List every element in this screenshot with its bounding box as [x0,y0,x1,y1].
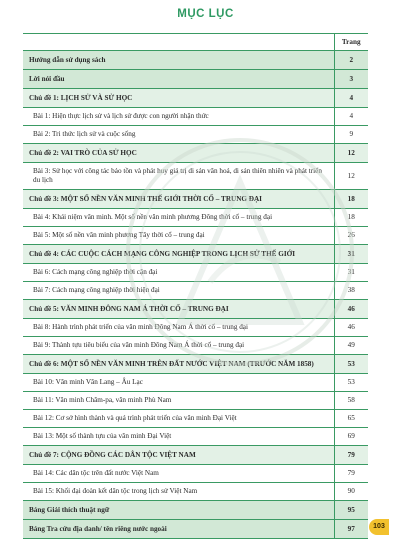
toc-lesson-row [23,337,368,355]
toc-entry-page: 31 [334,264,368,282]
toc-entry-title: Bài 9: Thành tựu tiêu biểu của văn minh Đông Nam Á thời cổ – trung đại [23,337,334,355]
toc-entry-title: Chủ đề 1: LỊCH SỬ VÀ SỬ HỌC [23,89,334,108]
toc-chapter-row [23,355,368,374]
toc-entry-title: Bài 6: Cách mạng công nghiệp thời cận đại [23,264,334,282]
toc-lesson-row [23,282,368,300]
toc-entry-page: 49 [334,337,368,355]
toc-chapter-row [23,300,368,319]
toc-entry-title: Bài 5: Một số nền văn minh phương Tây thời cổ – trung đại [23,227,334,245]
toc-lesson-row [23,227,368,245]
toc-entry-title: Bài 7: Cách mạng công nghiệp thời hiện đại [23,282,334,300]
toc-entry-title: Bài 8: Hành trình phát triển của văn minh Đông Nam Á thời cổ – trung đại [23,319,334,337]
toc-entry-page: 18 [334,209,368,227]
toc-chapter-row [23,245,368,264]
toc-entry-page: 65 [334,410,368,428]
toc-chapter-row [23,89,368,108]
toc-entry-title: Bài 11: Văn minh Chăm-pa, văn minh Phù Nam [23,392,334,410]
toc-entry-page: 9 [334,126,368,144]
toc-lesson-row [23,410,368,428]
toc-header-page: Trang [334,34,368,51]
toc-table [23,33,368,539]
toc-header-title-cell [23,34,334,51]
toc-entry-page: 46 [334,319,368,337]
toc-entry-page: 12 [334,144,368,163]
toc-entry-title: Chủ đề 3: MỘT SỐ NỀN VĂN MINH THẾ GIỚI THỜI CỔ – TRUNG ĐẠI [23,190,334,209]
toc-chapter-row [23,446,368,465]
toc-lesson-row [23,319,368,337]
toc-entry-title: Bài 2: Tri thức lịch sử và cuộc sống [23,126,334,144]
toc-entry-title: Hướng dẫn sử dụng sách [23,51,334,70]
toc-entry-page: 53 [334,355,368,374]
toc-entry-title: Chủ đề 7: CỘNG ĐỒNG CÁC DÂN TỘC VIỆT NAM [23,446,334,465]
toc-entry-title: Bài 1: Hiện thực lịch sử và lịch sử được con người nhận thức [23,108,334,126]
toc-entry-title: Bài 14: Các dân tộc trên đất nước Việt Nam [23,465,334,483]
toc-section-row [23,51,368,70]
toc-entry-title: Bài 10: Văn minh Văn Lang – Âu Lạc [23,374,334,392]
page-title: MỤC LỤC [177,8,234,20]
toc-body [23,51,368,539]
toc-entry-title: Lời nói đầu [23,70,334,89]
toc-entry-title: Bài 15: Khối đại đoàn kết dân tộc trong lịch sử Việt Nam [23,483,334,501]
toc-entry-title: Bảng Tra cứu địa danh/ tên riêng nước ngoài [23,520,334,539]
toc-entry-page: 95 [334,501,368,520]
toc-entry-title: Bài 4: Khái niệm văn minh. Một số nền văn minh phương Đông thời cổ – trung đại [23,209,334,227]
toc-section-row [23,520,368,539]
toc-entry-page: 26 [334,227,368,245]
toc-lesson-row [23,209,368,227]
page-number-badge: 103 [369,519,389,535]
toc-lesson-row [23,108,368,126]
toc-entry-page: 79 [334,446,368,465]
toc-section-row [23,501,368,520]
toc-entry-page: 2 [334,51,368,70]
toc-entry-title: Chủ đề 6: MỘT SỐ NỀN VĂN MINH TRÊN ĐẤT NƯỚC VIỆT NAM (TRƯỚC NĂM 1858) [23,355,334,374]
toc-lesson-row [23,392,368,410]
toc-entry-page: 31 [334,245,368,264]
toc-lesson-row [23,483,368,501]
toc-lesson-row [23,428,368,446]
toc-entry-title: Chủ đề 4: CÁC CUỘC CÁCH MẠNG CÔNG NGHIỆP TRONG LỊCH SỬ THẾ GIỚI [23,245,334,264]
toc-section-row [23,70,368,89]
toc-entry-page: 53 [334,374,368,392]
toc-lesson-row [23,163,368,190]
toc-entry-title: Bài 3: Sử học với công tác bảo tồn và phát huy giá trị di sản văn hoá, di sản thiên nhiên và phát triển du lịch [23,163,334,190]
toc-entry-title: Bài 12: Cơ sở hình thành và quá trình phát triển của văn minh Đại Việt [23,410,334,428]
toc-entry-title: Bài 13: Một số thành tựu của văn minh Đại Việt [23,428,334,446]
toc-entry-page: 46 [334,300,368,319]
toc-entry-title: Chủ đề 2: VAI TRÒ CỦA SỬ HỌC [23,144,334,163]
toc-entry-title: Chủ đề 5: VĂN MINH ĐÔNG NAM Á THỜI CỔ – TRUNG ĐẠI [23,300,334,319]
toc-chapter-row [23,190,368,209]
toc-chapter-row [23,144,368,163]
toc-entry-page: 3 [334,70,368,89]
toc-header-row [23,34,368,51]
toc-lesson-row [23,374,368,392]
toc-entry-page: 58 [334,392,368,410]
toc-lesson-row [23,264,368,282]
toc-lesson-row [23,465,368,483]
toc-entry-page: 18 [334,190,368,209]
toc-entry-page: 90 [334,483,368,501]
toc-entry-page: 4 [334,89,368,108]
toc-entry-page: 12 [334,163,368,190]
toc-lesson-row [23,126,368,144]
toc-entry-page: 69 [334,428,368,446]
toc-entry-page: 38 [334,282,368,300]
toc-entry-page: 4 [334,108,368,126]
toc-entry-title: Bảng Giải thích thuật ngữ [23,501,334,520]
toc-entry-page: 79 [334,465,368,483]
toc-entry-page: 97 [334,520,368,539]
